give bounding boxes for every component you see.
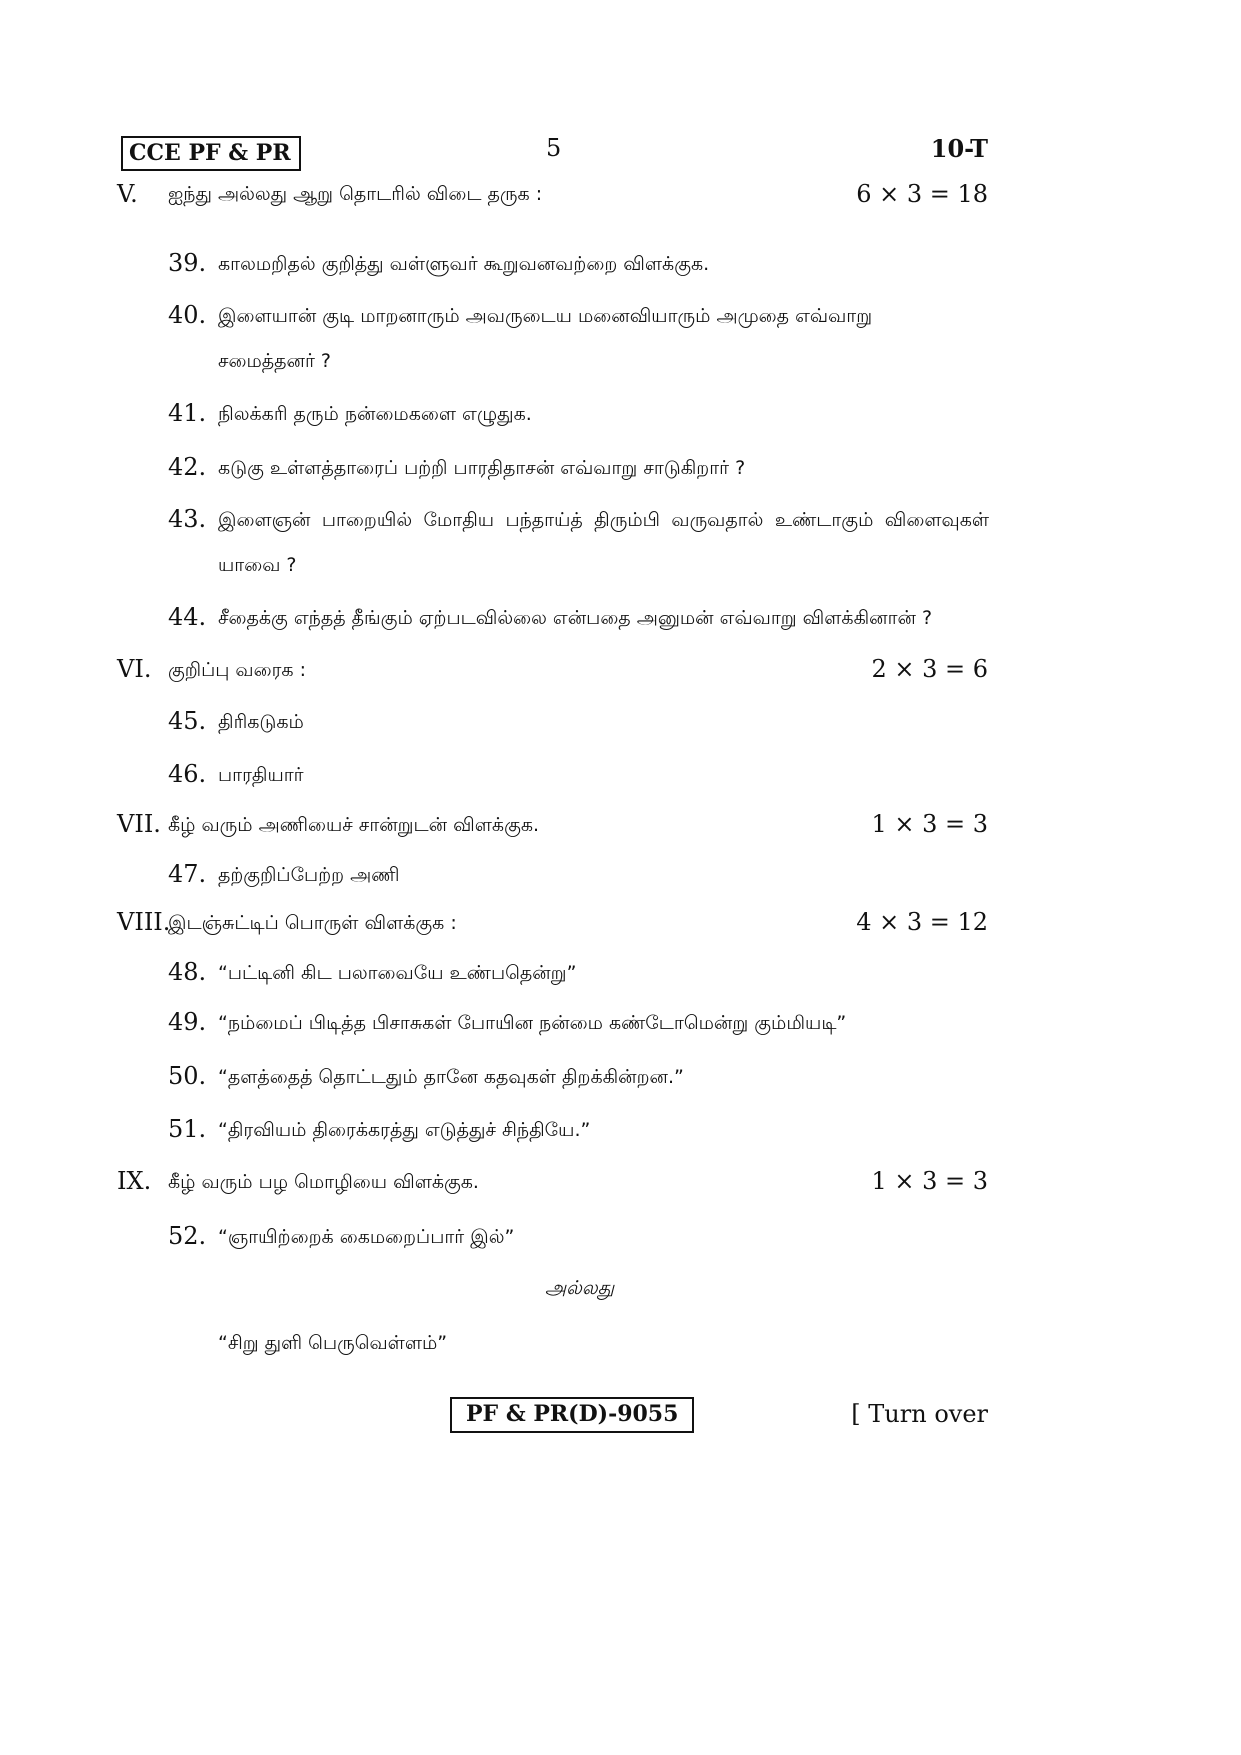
question-text: “பட்டினி கிட பலாவையே உண்பதென்று” — [218, 962, 577, 984]
alternate-proverb: “சிறு துளி பெருவெள்ளம்” — [218, 1332, 448, 1354]
footer-paper-code: PF & PR(D)-9055 — [466, 1401, 679, 1427]
question-text: “திரவியம் திரைக்கரத்து எடுத்துச் சிந்தியே.” — [218, 1119, 591, 1141]
question-number: 41. — [168, 399, 207, 427]
question-text: நிலக்கரி தரும் நன்மைகளை எழுதுக. — [218, 403, 532, 425]
question-text: இளையான் குடி மாறனாரும் அவருடைய மனைவியாரும் அமுதை எவ்வாறு — [218, 305, 873, 327]
subject-code-box — [121, 136, 301, 171]
section-title: ஐந்து அல்லது ஆறு தொடரில் விடை தருக : — [168, 183, 543, 205]
paper-code-header: 10-T — [930, 134, 988, 163]
question-text: பாரதியார் — [218, 764, 304, 786]
page-number: 5 — [546, 134, 562, 162]
section-roman: VI. — [117, 655, 152, 683]
section-marks: 1 × 3 = 3 — [871, 1167, 988, 1195]
question-number: 40. — [168, 301, 207, 329]
question-number: 44. — [168, 603, 207, 631]
question-text: திரிகடுகம் — [218, 711, 304, 733]
question-text: “தளத்தைத் தொட்டதும் தானே கதவுகள் திறக்கின்றன.” — [218, 1066, 684, 1088]
question-number: 50. — [168, 1062, 207, 1090]
section-roman: VII. — [117, 810, 161, 838]
or-separator: அல்லது — [545, 1277, 615, 1299]
section-marks: 6 × 3 = 18 — [856, 180, 988, 208]
question-number: 39. — [168, 249, 207, 277]
section-marks: 2 × 3 = 6 — [871, 655, 988, 683]
section-marks: 1 × 3 = 3 — [871, 810, 988, 838]
question-number: 52. — [168, 1222, 207, 1250]
question-number: 47. — [168, 860, 207, 888]
question-text-cont: சமைத்தனர் ? — [218, 350, 332, 372]
question-text: தற்குறிப்பேற்ற அணி — [218, 864, 400, 886]
section-title: கீழ் வரும் அணியைச் சான்றுடன் விளக்குக. — [168, 814, 540, 836]
footer-code-box — [450, 1397, 694, 1433]
question-text: சீதைக்கு எந்தத் தீங்கும் ஏற்படவில்லை என்பதை அனுமன் எவ்வாறு விளக்கினான் ? — [218, 607, 933, 629]
section-roman: IX. — [117, 1167, 152, 1195]
question-number: 43. — [168, 505, 207, 533]
question-text: “ஞாயிற்றைக் கைமறைப்பார் இல்” — [218, 1226, 515, 1248]
turn-over-note: [ Turn over — [851, 1400, 988, 1428]
subject-code: CCE PF & PR — [129, 140, 291, 166]
section-title: கீழ் வரும் பழ மொழியை விளக்குக. — [168, 1171, 479, 1193]
question-number: 42. — [168, 453, 207, 481]
section-roman: V. — [117, 180, 138, 208]
section-title: இடஞ்சுட்டிப் பொருள் விளக்குக : — [168, 912, 457, 934]
question-number: 51. — [168, 1115, 207, 1143]
question-number: 46. — [168, 760, 207, 788]
question-text: கடுகு உள்ளத்தாரைப் பற்றி பாரதிதாசன் எவ்வாறு சாடுகிறார் ? — [218, 457, 746, 479]
question-number: 45. — [168, 707, 207, 735]
section-title: குறிப்பு வரைக : — [168, 659, 307, 681]
question-text: காலமறிதல் குறித்து வள்ளுவர் கூறுவனவற்றை விளக்குக. — [218, 253, 710, 275]
question-text: இளைஞன் பாறையில் மோதிய பந்தாய்த் திரும்பி வருவதால் உண்டாகும் விளைவுகள் — [218, 509, 989, 531]
section-marks: 4 × 3 = 12 — [856, 908, 988, 936]
section-roman: VIII. — [117, 908, 171, 936]
question-text-cont: யாவை ? — [218, 554, 297, 576]
question-number: 48. — [168, 958, 207, 986]
question-number: 49. — [168, 1008, 207, 1036]
question-text: “நம்மைப் பிடித்த பிசாசுகள் போயின நன்மை கண்டோமென்று கும்மியடி” — [218, 1012, 847, 1034]
